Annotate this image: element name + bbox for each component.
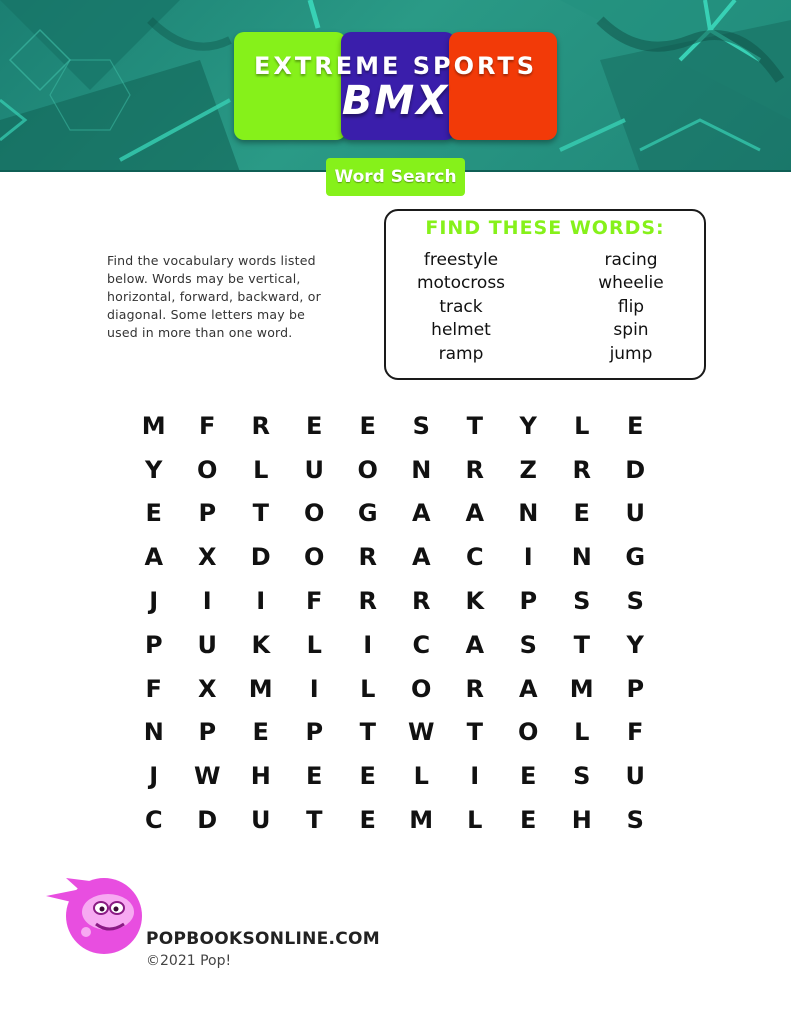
grid-letter: A <box>518 674 538 703</box>
grid-letter: L <box>306 630 322 659</box>
grid-letter: D <box>625 455 646 484</box>
grid-letter: D <box>197 806 218 835</box>
grid-letter: P <box>626 674 645 703</box>
grid-letter: E <box>627 411 644 440</box>
grid-letter: P <box>519 587 538 616</box>
grid-letter: U <box>625 762 645 791</box>
grid-letter: A <box>411 543 431 572</box>
grid-letter: U <box>304 455 324 484</box>
grid-letter: G <box>625 543 646 572</box>
grid-letter: U <box>197 630 217 659</box>
grid-letter: P <box>305 718 324 747</box>
grid-letter: F <box>199 411 216 440</box>
grid-letter: O <box>411 674 432 703</box>
grid-row <box>127 754 662 798</box>
grid-letter: T <box>306 806 323 835</box>
grid-letter: N <box>411 455 432 484</box>
grid-letter: Y <box>626 630 644 659</box>
word-item: motocross <box>416 273 506 294</box>
grid-letter: S <box>519 630 537 659</box>
grid-letter: N <box>518 499 539 528</box>
grid-letter: M <box>141 411 166 440</box>
grid-row <box>127 448 662 492</box>
grid-letter: S <box>412 411 430 440</box>
grid-letter: E <box>359 762 376 791</box>
word-item: flip <box>617 296 645 317</box>
grid-letter: M <box>248 674 273 703</box>
grid-letter: H <box>571 806 592 835</box>
grid-letter: S <box>626 587 644 616</box>
grid-letter: E <box>306 411 323 440</box>
grid-letter: C <box>144 806 163 835</box>
grid-letter: Y <box>145 455 163 484</box>
grid-letter: J <box>149 587 159 616</box>
instructions-text: Find the vocabulary words listed below. Words may be vertical, horizontal, forward, backward, or diagonal. Some letters may be used in more than one word. <box>107 253 321 340</box>
grid-letter: R <box>412 587 431 616</box>
grid-letter: R <box>465 674 484 703</box>
grid-letter: K <box>251 630 271 659</box>
word-item: racing <box>604 250 658 270</box>
grid-letter: C <box>465 543 484 572</box>
grid-letter: T <box>359 718 376 747</box>
grid-letter: T <box>573 630 590 659</box>
grid-letter: I <box>470 762 480 791</box>
grid-row <box>127 535 662 579</box>
grid-letter: E <box>520 762 537 791</box>
grid-letter: G <box>357 499 378 528</box>
grid-letter: E <box>359 806 376 835</box>
grid-letter: W <box>408 718 435 747</box>
grid-letter: T <box>466 411 483 440</box>
grid-letter: J <box>149 762 159 791</box>
grid-letter: E <box>306 762 323 791</box>
word-item: ramp <box>438 343 484 364</box>
grid-row <box>127 798 662 842</box>
grid-letter: I <box>523 543 533 572</box>
site-url: POPBOOKSONLINE.COM <box>146 929 381 949</box>
word-item: track <box>439 296 483 317</box>
grid-letter: S <box>573 762 591 791</box>
grid-row <box>127 579 662 623</box>
grid-letter: L <box>253 455 269 484</box>
grid-letter: O <box>304 543 325 572</box>
grid-letter: Z <box>519 455 537 484</box>
header-subtitle: EXTREME SPORTS <box>253 52 538 80</box>
grid-letter: H <box>250 762 271 791</box>
grid-letter: L <box>413 762 429 791</box>
grid-letter: I <box>309 674 319 703</box>
grid-letter: U <box>251 806 271 835</box>
word-item: freestyle <box>423 250 499 270</box>
grid-letter: X <box>197 543 217 572</box>
copyright-text: ©2021 Pop! <box>146 953 232 969</box>
grid-letter: E <box>573 499 590 528</box>
grid-letter: E <box>145 499 162 528</box>
grid-letter: R <box>358 543 377 572</box>
grid-letter: O <box>304 499 325 528</box>
word-item: wheelie <box>598 273 664 294</box>
pop-mascot-logo-icon <box>46 874 146 956</box>
word-item: jump <box>609 343 653 364</box>
word-list-title: FIND THESE WORDS: <box>425 217 665 239</box>
grid-letter: Y <box>519 411 537 440</box>
grid-letter: U <box>625 499 645 528</box>
grid-row <box>127 711 662 755</box>
grid-letter: E <box>359 411 376 440</box>
grid-letter: P <box>144 630 163 659</box>
grid-letter: W <box>194 762 221 791</box>
grid-letter: I <box>202 587 212 616</box>
grid-letter: O <box>197 455 218 484</box>
grid-letter: F <box>145 674 162 703</box>
grid-letter: P <box>198 499 217 528</box>
grid-letter: A <box>465 630 485 659</box>
header-title: BMX <box>341 78 450 124</box>
grid-row <box>127 667 662 711</box>
grid-letter: E <box>252 718 269 747</box>
section-label: Word Search <box>326 158 465 196</box>
grid-row <box>127 492 662 536</box>
word-item: spin <box>613 320 649 341</box>
grid-letter: L <box>467 806 483 835</box>
grid-letter: L <box>360 674 376 703</box>
grid-letter: A <box>144 543 164 572</box>
word-search-grid <box>127 404 662 842</box>
word-list-left-column <box>386 249 536 366</box>
grid-letter: K <box>465 587 485 616</box>
word-list-right-column <box>556 249 706 366</box>
word-list-box <box>384 209 706 380</box>
grid-letter: E <box>520 806 537 835</box>
word-item: helmet <box>431 320 491 341</box>
grid-letter: L <box>574 718 590 747</box>
grid-row <box>127 404 662 448</box>
grid-letter: S <box>573 587 591 616</box>
grid-letter: R <box>251 411 270 440</box>
grid-letter: I <box>363 630 373 659</box>
grid-letter: A <box>411 499 431 528</box>
grid-letter: R <box>572 455 591 484</box>
grid-letter: N <box>143 718 164 747</box>
grid-letter: F <box>306 587 323 616</box>
grid-letter: X <box>197 674 217 703</box>
grid-letter: I <box>256 587 266 616</box>
grid-letter: N <box>571 543 592 572</box>
grid-letter: C <box>412 630 431 659</box>
grid-letter: F <box>627 718 644 747</box>
grid-letter: T <box>466 718 483 747</box>
grid-letter: R <box>465 455 484 484</box>
grid-letter: O <box>518 718 539 747</box>
grid-letter: A <box>465 499 485 528</box>
grid-letter: O <box>357 455 378 484</box>
grid-letter: L <box>574 411 590 440</box>
grid-letter: R <box>358 587 377 616</box>
grid-letter: T <box>252 499 269 528</box>
grid-letter: D <box>250 543 271 572</box>
grid-letter: M <box>409 806 434 835</box>
grid-letter: P <box>198 718 217 747</box>
grid-letter: M <box>569 674 594 703</box>
grid-letter: S <box>626 806 644 835</box>
grid-row <box>127 623 662 667</box>
